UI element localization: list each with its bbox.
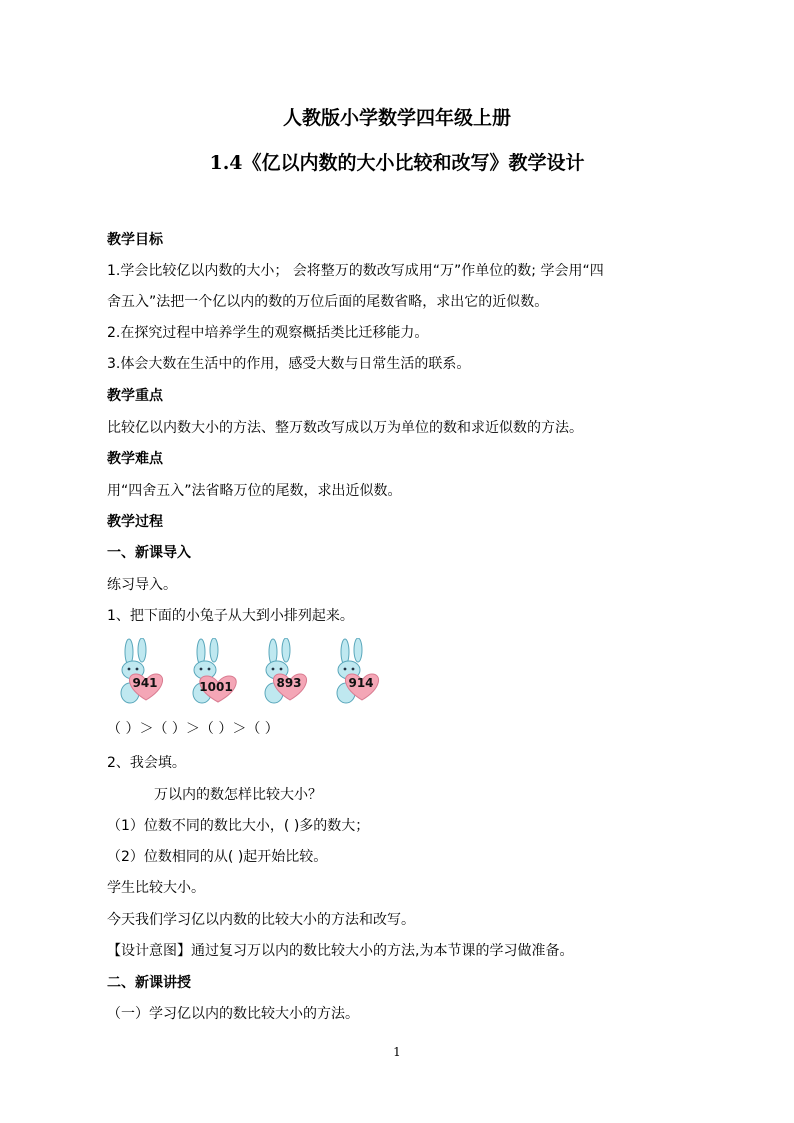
order-blanks: （ ）＞（ ）＞（ ）＞（ ）	[107, 721, 279, 737]
rabbit-number: 893	[276, 676, 302, 690]
objectives-heading: 教学目标	[107, 232, 163, 248]
rabbit-number: 914	[348, 676, 374, 690]
fill-blank-2: （2）位数相同的从( )起开始比较。	[107, 849, 328, 865]
rabbit-card	[188, 638, 244, 706]
rabbit-illustrations	[116, 638, 416, 706]
objective-3: 3.体会大数在生活中的作用，感受大数与日常生活的联系。	[107, 356, 471, 372]
subsection-1: （一）学习亿以内的数比较大小的方法。	[107, 1006, 359, 1022]
design-intent: 【设计意图】通过复习万以内的数比较大小的方法,为本节课的学习做准备。	[107, 943, 574, 959]
process-heading: 教学过程	[107, 514, 163, 530]
difficulties-heading: 教学难点	[107, 451, 163, 467]
question-2-sub: 万以内的数怎样比较大小？	[154, 787, 322, 803]
rabbit-icon	[116, 638, 172, 706]
rabbit-icon	[260, 638, 316, 706]
intro-text: 练习导入。	[107, 577, 177, 593]
rabbit-number: 941	[132, 676, 158, 690]
rabbit-icon	[188, 638, 244, 706]
page-number: 1	[393, 1045, 401, 1059]
section-heading-1: 一、新课导入	[107, 545, 191, 561]
question-2: 2、我会填。	[107, 755, 186, 771]
today-topic: 今天我们学习亿以内数的比较大小的方法和改写。	[107, 912, 415, 928]
document-subtitle: 1.4《亿以内数的大小比较和改写》教学设计	[209, 152, 585, 174]
objective-1-line1: 1.学会比较亿以内数的大小； 会将整万的数改写成用“万”作单位的数; 学会用“四	[107, 263, 604, 279]
objective-2: 2.在探究过程中培养学生的观察概括类比迁移能力。	[107, 325, 429, 341]
document-title: 人教版小学数学四年级上册	[282, 107, 511, 129]
students-compare: 学生比较大小。	[107, 880, 205, 896]
rabbit-number: 1001	[199, 680, 233, 694]
keypoints-text: 比较亿以内数大小的方法、整万数改写成以万为单位的数和求近似数的方法。	[107, 420, 583, 436]
question-1: 1、把下面的小兔子从大到小排列起来。	[107, 608, 354, 624]
fill-blank-1: （1）位数不同的数比大小，( )多的数大；	[107, 818, 370, 834]
objective-1-line2: 舍五入”法把一个亿以内的数的万位后面的尾数省略，求出它的近似数。	[107, 294, 549, 310]
rabbit-card	[116, 638, 172, 706]
keypoints-heading: 教学重点	[107, 388, 163, 404]
rabbit-card	[332, 638, 388, 706]
rabbit-icon	[332, 638, 388, 706]
section-heading-2: 二、新课讲授	[107, 975, 191, 991]
difficulties-text: 用“四舍五入”法省略万位的尾数，求出近似数。	[107, 483, 402, 499]
rabbit-card	[260, 638, 316, 706]
